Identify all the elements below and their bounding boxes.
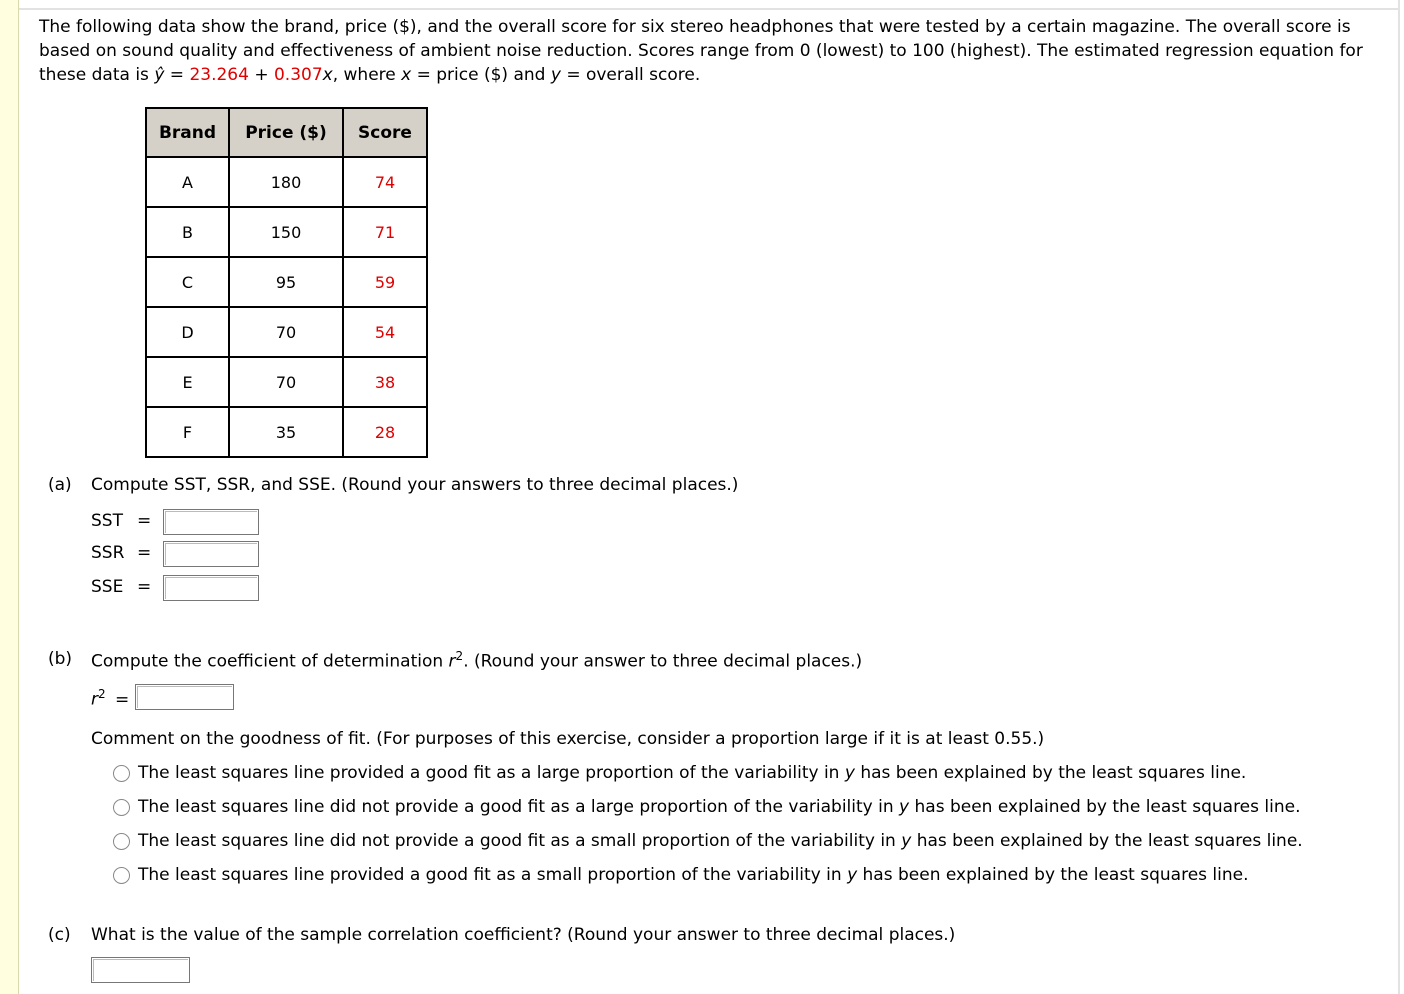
r-label-exponent: 2 <box>98 687 106 701</box>
header-score: Score <box>343 108 427 157</box>
score-cell: 54 <box>343 307 427 357</box>
where-text: , where <box>332 65 402 85</box>
brand-cell: B <box>146 207 229 257</box>
table-row <box>146 307 427 357</box>
score-cell: 28 <box>343 407 427 457</box>
header-price: Price ($) <box>229 108 343 157</box>
table-row <box>146 157 427 207</box>
fit-option-1[interactable] <box>113 762 1246 784</box>
part-a-question: Compute SST, SSR, and SSE. (Round your answers to three decimal places.) <box>91 475 739 495</box>
sst-equals: = <box>137 511 152 531</box>
part-b-label: (b) <box>48 649 73 669</box>
part-b-question <box>91 649 862 672</box>
price-cell: 70 <box>229 357 343 407</box>
price-cell: 70 <box>229 307 343 357</box>
ssr-equals: = <box>137 543 152 563</box>
intro-text: The following data show the brand, price ($), and the overall score for six stereo headphones that were tested by a certain magazine. The overall score is based on sound quality and effectiveness of ambient noise reduction. Scores range from 0 (lowest) to 100 (highest). The estimated regression equation for these data is <box>39 17 1363 85</box>
option-text-post: has been explained by the least squares line. <box>911 831 1303 851</box>
y-definition-text: = overall score. <box>560 65 701 85</box>
sst-input[interactable] <box>163 509 259 535</box>
price-cell: 95 <box>229 257 343 307</box>
option-text <box>138 797 1300 817</box>
fit-option-4[interactable] <box>113 864 1249 886</box>
table-row <box>146 407 427 457</box>
sse-equals: = <box>137 577 152 597</box>
data-table <box>145 107 428 458</box>
price-cell: 180 <box>229 157 343 207</box>
x-definition-var: x <box>401 65 412 85</box>
x-definition-text: = price ($) and <box>411 65 551 85</box>
option-y-var: y <box>899 797 910 817</box>
r-squared-label <box>91 687 106 710</box>
r-squared-exponent: 2 <box>455 649 464 663</box>
r-label-symbol: r <box>91 689 98 710</box>
option-text-pre: The least squares line provided a good fit as a small proportion of the variability in <box>138 865 848 885</box>
brand-cell: F <box>146 407 229 457</box>
slope-value: 0.307 <box>273 65 323 85</box>
correlation-input[interactable] <box>91 957 190 983</box>
brand-cell: A <box>146 157 229 207</box>
option-text <box>138 831 1303 851</box>
option-text-pre: The least squares line provided a good fit as a large proportion of the variability in <box>138 763 845 783</box>
brand-cell: E <box>146 357 229 407</box>
part-b-text-post: . (Round your answer to three decimal places.) <box>463 651 863 672</box>
radio-button-icon[interactable] <box>113 765 130 782</box>
score-cell: 38 <box>343 357 427 407</box>
option-text-post: has been explained by the least squares line. <box>854 763 1247 783</box>
option-text <box>138 865 1249 885</box>
intercept-value: 23.264 <box>189 65 249 85</box>
option-text <box>138 763 1246 783</box>
fit-option-3[interactable] <box>113 830 1303 852</box>
ssr-input[interactable] <box>163 541 259 567</box>
option-text-pre: The least squares line did not provide a good fit as a small proportion of the variability in <box>138 831 902 851</box>
radio-button-icon[interactable] <box>113 833 130 850</box>
table-header-row <box>146 108 427 157</box>
equals-sign: = <box>164 65 190 85</box>
table-row <box>146 207 427 257</box>
goodness-of-fit-prompt: Comment on the goodness of fit. (For purposes of this exercise, consider a proportion large if it is at least 0.55.) <box>91 729 1045 749</box>
x-variable: x <box>322 65 333 85</box>
yhat-symbol: ŷ <box>154 65 165 85</box>
score-cell: 71 <box>343 207 427 257</box>
sse-label: SSE <box>91 577 124 597</box>
price-cell: 150 <box>229 207 343 257</box>
part-a-label: (a) <box>48 475 72 495</box>
price-cell: 35 <box>229 407 343 457</box>
option-y-var: y <box>844 763 855 783</box>
fit-option-2[interactable] <box>113 796 1300 818</box>
r-symbol: r <box>448 651 456 672</box>
table-row <box>146 257 427 307</box>
option-text-post: has been explained by the least squares line. <box>909 797 1301 817</box>
r-squared-equals: = <box>115 690 130 710</box>
part-c-question: What is the value of the sample correlation coefficient? (Round your answer to three decimal places.) <box>91 925 956 945</box>
option-text-post: has been explained by the least squares line. <box>857 865 1249 885</box>
problem-intro <box>39 15 1384 87</box>
y-definition-var: y <box>550 65 561 85</box>
sst-label: SST <box>91 511 123 531</box>
radio-button-icon[interactable] <box>113 799 130 816</box>
header-brand: Brand <box>146 108 229 157</box>
left-margin-bar <box>0 0 19 994</box>
brand-cell: D <box>146 307 229 357</box>
part-c-label: (c) <box>48 925 71 945</box>
score-cell: 59 <box>343 257 427 307</box>
brand-cell: C <box>146 257 229 307</box>
option-y-var: y <box>901 831 912 851</box>
score-cell: 74 <box>343 157 427 207</box>
part-b-text-pre: Compute the coefficient of determination <box>91 651 449 672</box>
top-divider <box>19 8 1400 10</box>
option-text-pre: The least squares line did not provide a good fit as a large proportion of the variability in <box>138 797 900 817</box>
table-row <box>146 357 427 407</box>
ssr-label: SSR <box>91 543 125 563</box>
radio-button-icon[interactable] <box>113 867 130 884</box>
r-squared-input[interactable] <box>135 684 234 710</box>
option-y-var: y <box>847 865 858 885</box>
plus-sign: + <box>248 65 274 85</box>
sse-input[interactable] <box>163 575 259 601</box>
right-border <box>1398 0 1400 994</box>
